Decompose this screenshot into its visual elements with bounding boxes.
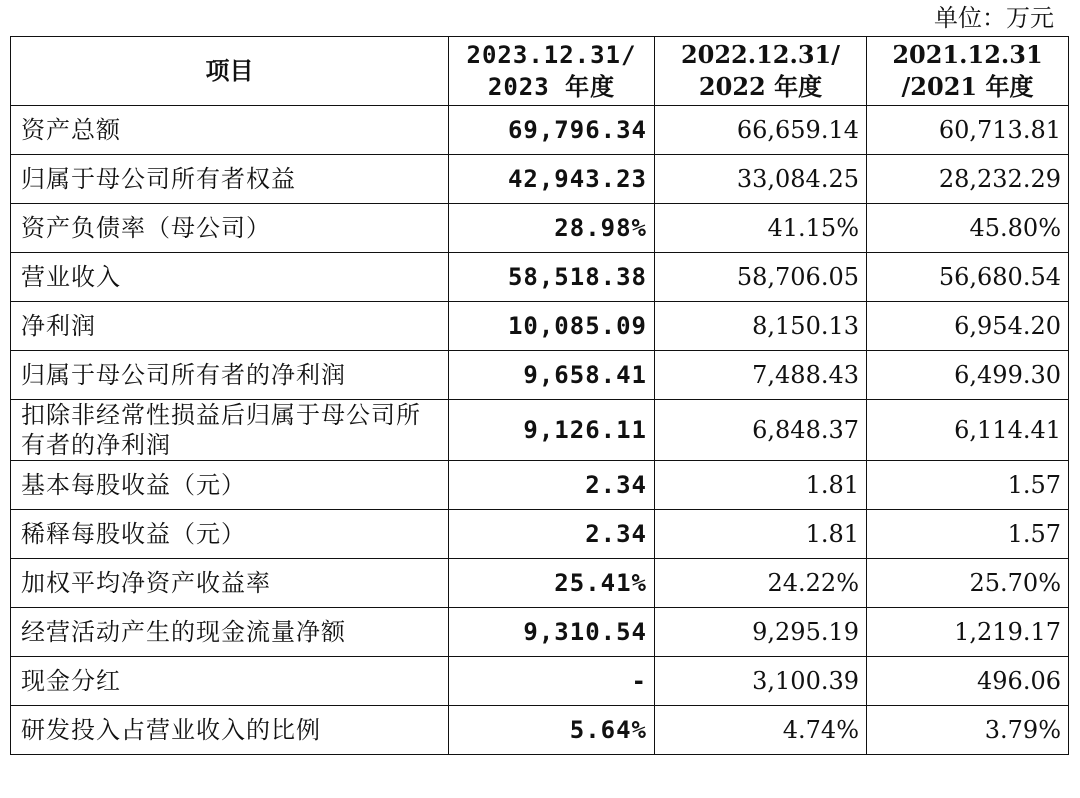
value-2022: 6,848.37	[655, 400, 867, 461]
value-2021: 28,232.29	[867, 155, 1069, 204]
header-2022	[655, 37, 867, 106]
value-2021: 6,114.41	[867, 400, 1069, 461]
unit-label: 单位：万元	[934, 4, 1054, 32]
table-row	[11, 657, 1069, 706]
value-2023: 25.41%	[449, 559, 655, 608]
value-2023: 42,943.23	[449, 155, 655, 204]
value-2022: 58,706.05	[655, 253, 867, 302]
value-2021: 56,680.54	[867, 253, 1069, 302]
table-row	[11, 461, 1069, 510]
value-2021: 496.06	[867, 657, 1069, 706]
table-body	[11, 106, 1069, 755]
value-2021: 3.79%	[867, 706, 1069, 755]
value-2023: 9,658.41	[449, 351, 655, 400]
header-2023-year: 2023 年度	[487, 73, 616, 101]
financial-summary-table	[10, 36, 1069, 755]
value-2023: 69,796.34	[449, 106, 655, 155]
value-2022: 24.22%	[655, 559, 867, 608]
row-label: 资产负债率（母公司）	[11, 204, 449, 253]
table-row	[11, 351, 1069, 400]
table-row	[11, 253, 1069, 302]
header-2021-year: /2021 年度	[901, 72, 1034, 101]
header-2021	[867, 37, 1069, 106]
table-row	[11, 204, 1069, 253]
value-2021: 25.70%	[867, 559, 1069, 608]
header-2023-date: 2023.12.31/	[466, 41, 637, 69]
value-2023: 2.34	[449, 461, 655, 510]
value-2023: 28.98%	[449, 204, 655, 253]
row-label: 净利润	[11, 302, 449, 351]
table-row	[11, 155, 1069, 204]
value-2022: 9,295.19	[655, 608, 867, 657]
table-row	[11, 559, 1069, 608]
table-row	[11, 400, 1069, 461]
header-2022-year: 2022 年度	[698, 72, 823, 101]
value-2023: -	[449, 657, 655, 706]
value-2023: 5.64%	[449, 706, 655, 755]
table-row	[11, 106, 1069, 155]
value-2022: 41.15%	[655, 204, 867, 253]
value-2023: 2.34	[449, 510, 655, 559]
row-label: 加权平均净资产收益率	[11, 559, 449, 608]
row-label: 现金分红	[11, 657, 449, 706]
table-row	[11, 510, 1069, 559]
table-row	[11, 302, 1069, 351]
row-label: 归属于母公司所有者的净利润	[11, 351, 449, 400]
header-item: 项目	[11, 37, 449, 106]
value-2021: 1.57	[867, 461, 1069, 510]
value-2021: 45.80%	[867, 204, 1069, 253]
header-row	[11, 37, 1069, 106]
row-label: 研发投入占营业收入的比例	[11, 706, 449, 755]
header-2022-date: 2022.12.31/	[680, 40, 841, 69]
value-2023: 9,310.54	[449, 608, 655, 657]
value-2023: 10,085.09	[449, 302, 655, 351]
value-2021: 6,499.30	[867, 351, 1069, 400]
row-label: 归属于母公司所有者权益	[11, 155, 449, 204]
value-2022: 1.81	[655, 461, 867, 510]
value-2021: 60,713.81	[867, 106, 1069, 155]
value-2022: 8,150.13	[655, 302, 867, 351]
table-header	[11, 37, 1069, 106]
value-2022: 7,488.43	[655, 351, 867, 400]
value-2023: 58,518.38	[449, 253, 655, 302]
header-2023	[449, 37, 655, 106]
value-2022: 1.81	[655, 510, 867, 559]
row-label: 扣除非经常性损益后归属于母公司所有者的净利润	[21, 401, 421, 459]
row-label: 经营活动产生的现金流量净额	[11, 608, 449, 657]
value-2021: 6,954.20	[867, 302, 1069, 351]
table-row	[11, 608, 1069, 657]
value-2021: 1,219.17	[867, 608, 1069, 657]
value-2022: 3,100.39	[655, 657, 867, 706]
value-2022: 33,084.25	[655, 155, 867, 204]
value-2022: 66,659.14	[655, 106, 867, 155]
table-row	[11, 706, 1069, 755]
value-2021: 1.57	[867, 510, 1069, 559]
row-label-cell	[11, 400, 449, 461]
value-2023: 9,126.11	[449, 400, 655, 461]
row-label: 营业收入	[11, 253, 449, 302]
value-2022: 4.74%	[655, 706, 867, 755]
row-label: 资产总额	[11, 106, 449, 155]
row-label: 基本每股收益（元）	[11, 461, 449, 510]
row-label: 稀释每股收益（元）	[11, 510, 449, 559]
header-2021-date: 2021.12.31	[892, 40, 1043, 69]
